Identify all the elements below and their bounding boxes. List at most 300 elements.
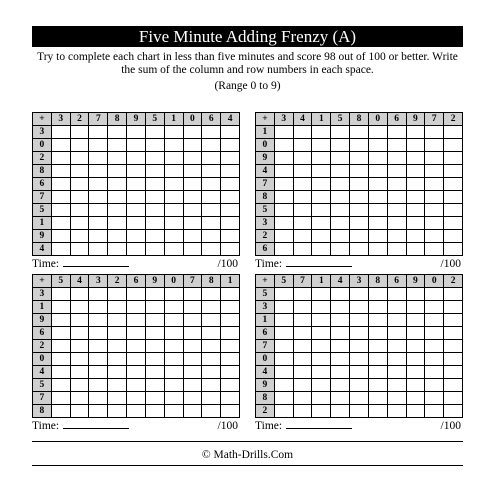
answer-cell[interactable] (274, 152, 293, 165)
answer-cell[interactable] (183, 405, 202, 418)
answer-cell[interactable] (89, 288, 108, 301)
answer-cell[interactable] (70, 314, 89, 327)
answer-cell[interactable] (108, 327, 127, 340)
answer-cell[interactable] (221, 353, 240, 366)
answer-cell[interactable] (444, 178, 463, 191)
answer-cell[interactable] (89, 230, 108, 243)
answer-cell[interactable] (274, 217, 293, 230)
answer-cell[interactable] (70, 191, 89, 204)
answer-cell[interactable] (221, 126, 240, 139)
answer-cell[interactable] (202, 165, 221, 178)
answer-cell[interactable] (51, 405, 70, 418)
answer-cell[interactable] (350, 243, 369, 256)
answer-cell[interactable] (274, 340, 293, 353)
answer-cell[interactable] (331, 230, 350, 243)
answer-cell[interactable] (425, 126, 444, 139)
answer-cell[interactable] (221, 340, 240, 353)
answer-cell[interactable] (312, 152, 331, 165)
answer-cell[interactable] (293, 288, 312, 301)
answer-cell[interactable] (350, 217, 369, 230)
answer-cell[interactable] (331, 366, 350, 379)
answer-cell[interactable] (350, 191, 369, 204)
answer-cell[interactable] (444, 288, 463, 301)
answer-cell[interactable] (387, 152, 406, 165)
answer-cell[interactable] (331, 288, 350, 301)
answer-cell[interactable] (183, 191, 202, 204)
answer-cell[interactable] (70, 217, 89, 230)
answer-cell[interactable] (444, 217, 463, 230)
answer-cell[interactable] (108, 405, 127, 418)
answer-cell[interactable] (70, 152, 89, 165)
answer-cell[interactable] (183, 204, 202, 217)
answer-cell[interactable] (425, 217, 444, 230)
answer-cell[interactable] (221, 230, 240, 243)
answer-cell[interactable] (406, 165, 425, 178)
answer-cell[interactable] (368, 366, 387, 379)
answer-cell[interactable] (368, 152, 387, 165)
answer-cell[interactable] (164, 178, 183, 191)
answer-cell[interactable] (164, 217, 183, 230)
answer-cell[interactable] (274, 392, 293, 405)
answer-cell[interactable] (183, 217, 202, 230)
answer-cell[interactable] (221, 301, 240, 314)
answer-cell[interactable] (387, 288, 406, 301)
answer-cell[interactable] (312, 405, 331, 418)
answer-cell[interactable] (183, 366, 202, 379)
answer-cell[interactable] (274, 314, 293, 327)
answer-cell[interactable] (350, 379, 369, 392)
answer-cell[interactable] (183, 152, 202, 165)
answer-cell[interactable] (293, 204, 312, 217)
answer-cell[interactable] (221, 204, 240, 217)
answer-cell[interactable] (312, 165, 331, 178)
answer-cell[interactable] (202, 340, 221, 353)
answer-cell[interactable] (425, 327, 444, 340)
answer-cell[interactable] (51, 379, 70, 392)
answer-cell[interactable] (51, 301, 70, 314)
answer-cell[interactable] (202, 126, 221, 139)
answer-cell[interactable] (293, 191, 312, 204)
answer-cell[interactable] (183, 379, 202, 392)
answer-cell[interactable] (202, 217, 221, 230)
answer-cell[interactable] (331, 139, 350, 152)
answer-cell[interactable] (183, 230, 202, 243)
answer-cell[interactable] (145, 366, 164, 379)
answer-cell[interactable] (108, 288, 127, 301)
answer-cell[interactable] (183, 165, 202, 178)
answer-cell[interactable] (108, 392, 127, 405)
answer-cell[interactable] (368, 243, 387, 256)
answer-cell[interactable] (164, 353, 183, 366)
answer-cell[interactable] (145, 301, 164, 314)
answer-cell[interactable] (368, 353, 387, 366)
answer-cell[interactable] (145, 340, 164, 353)
answer-cell[interactable] (444, 165, 463, 178)
answer-cell[interactable] (108, 126, 127, 139)
answer-cell[interactable] (164, 314, 183, 327)
answer-cell[interactable] (145, 126, 164, 139)
answer-cell[interactable] (51, 366, 70, 379)
answer-cell[interactable] (221, 191, 240, 204)
answer-cell[interactable] (89, 243, 108, 256)
answer-cell[interactable] (127, 243, 146, 256)
answer-cell[interactable] (221, 288, 240, 301)
answer-cell[interactable] (164, 366, 183, 379)
answer-cell[interactable] (425, 178, 444, 191)
answer-cell[interactable] (387, 165, 406, 178)
answer-cell[interactable] (89, 204, 108, 217)
answer-cell[interactable] (350, 327, 369, 340)
answer-cell[interactable] (108, 301, 127, 314)
answer-cell[interactable] (387, 327, 406, 340)
answer-cell[interactable] (70, 178, 89, 191)
answer-cell[interactable] (108, 165, 127, 178)
answer-cell[interactable] (312, 301, 331, 314)
answer-cell[interactable] (221, 405, 240, 418)
answer-cell[interactable] (145, 405, 164, 418)
answer-cell[interactable] (145, 178, 164, 191)
answer-cell[interactable] (274, 366, 293, 379)
answer-cell[interactable] (127, 353, 146, 366)
answer-cell[interactable] (70, 204, 89, 217)
answer-cell[interactable] (89, 327, 108, 340)
answer-cell[interactable] (444, 405, 463, 418)
answer-cell[interactable] (312, 204, 331, 217)
answer-cell[interactable] (164, 405, 183, 418)
answer-cell[interactable] (425, 204, 444, 217)
answer-cell[interactable] (444, 152, 463, 165)
answer-cell[interactable] (202, 139, 221, 152)
answer-cell[interactable] (274, 353, 293, 366)
answer-cell[interactable] (312, 327, 331, 340)
answer-cell[interactable] (183, 288, 202, 301)
answer-cell[interactable] (51, 353, 70, 366)
answer-cell[interactable] (406, 314, 425, 327)
answer-cell[interactable] (89, 126, 108, 139)
answer-cell[interactable] (425, 340, 444, 353)
answer-cell[interactable] (183, 353, 202, 366)
answer-cell[interactable] (312, 392, 331, 405)
answer-cell[interactable] (70, 392, 89, 405)
answer-cell[interactable] (387, 314, 406, 327)
answer-cell[interactable] (425, 230, 444, 243)
answer-cell[interactable] (331, 340, 350, 353)
answer-cell[interactable] (293, 152, 312, 165)
answer-cell[interactable] (331, 217, 350, 230)
answer-cell[interactable] (183, 178, 202, 191)
answer-cell[interactable] (406, 301, 425, 314)
answer-cell[interactable] (221, 152, 240, 165)
answer-cell[interactable] (70, 288, 89, 301)
answer-cell[interactable] (51, 152, 70, 165)
answer-cell[interactable] (331, 191, 350, 204)
answer-cell[interactable] (444, 243, 463, 256)
answer-cell[interactable] (127, 178, 146, 191)
answer-cell[interactable] (202, 366, 221, 379)
answer-cell[interactable] (293, 217, 312, 230)
answer-cell[interactable] (108, 152, 127, 165)
answer-cell[interactable] (350, 178, 369, 191)
answer-cell[interactable] (89, 217, 108, 230)
answer-cell[interactable] (368, 405, 387, 418)
answer-cell[interactable] (425, 243, 444, 256)
answer-cell[interactable] (89, 405, 108, 418)
answer-cell[interactable] (221, 165, 240, 178)
answer-cell[interactable] (127, 126, 146, 139)
answer-cell[interactable] (293, 243, 312, 256)
answer-cell[interactable] (331, 204, 350, 217)
answer-cell[interactable] (293, 165, 312, 178)
answer-cell[interactable] (312, 340, 331, 353)
answer-cell[interactable] (202, 392, 221, 405)
answer-cell[interactable] (145, 353, 164, 366)
answer-cell[interactable] (274, 178, 293, 191)
answer-cell[interactable] (274, 126, 293, 139)
answer-cell[interactable] (425, 314, 444, 327)
answer-cell[interactable] (274, 191, 293, 204)
answer-cell[interactable] (145, 314, 164, 327)
answer-cell[interactable] (425, 139, 444, 152)
answer-cell[interactable] (145, 217, 164, 230)
answer-cell[interactable] (425, 288, 444, 301)
answer-cell[interactable] (164, 191, 183, 204)
answer-cell[interactable] (89, 191, 108, 204)
answer-cell[interactable] (145, 139, 164, 152)
answer-cell[interactable] (89, 139, 108, 152)
answer-cell[interactable] (183, 327, 202, 340)
answer-cell[interactable] (425, 165, 444, 178)
answer-cell[interactable] (108, 314, 127, 327)
answer-cell[interactable] (108, 217, 127, 230)
answer-cell[interactable] (406, 327, 425, 340)
answer-cell[interactable] (202, 314, 221, 327)
answer-cell[interactable] (164, 126, 183, 139)
answer-cell[interactable] (274, 230, 293, 243)
answer-cell[interactable] (202, 191, 221, 204)
answer-cell[interactable] (70, 353, 89, 366)
answer-cell[interactable] (164, 340, 183, 353)
answer-cell[interactable] (293, 178, 312, 191)
answer-cell[interactable] (444, 204, 463, 217)
answer-cell[interactable] (145, 152, 164, 165)
answer-cell[interactable] (145, 204, 164, 217)
answer-cell[interactable] (368, 191, 387, 204)
answer-cell[interactable] (202, 243, 221, 256)
answer-cell[interactable] (127, 340, 146, 353)
answer-cell[interactable] (350, 405, 369, 418)
time-blank[interactable] (63, 257, 129, 267)
answer-cell[interactable] (51, 230, 70, 243)
answer-cell[interactable] (221, 379, 240, 392)
answer-cell[interactable] (221, 178, 240, 191)
answer-cell[interactable] (164, 392, 183, 405)
answer-cell[interactable] (368, 139, 387, 152)
answer-cell[interactable] (406, 392, 425, 405)
answer-cell[interactable] (89, 340, 108, 353)
answer-cell[interactable] (108, 353, 127, 366)
answer-cell[interactable] (89, 392, 108, 405)
answer-cell[interactable] (350, 126, 369, 139)
answer-cell[interactable] (183, 392, 202, 405)
answer-cell[interactable] (89, 379, 108, 392)
answer-cell[interactable] (89, 314, 108, 327)
answer-cell[interactable] (145, 392, 164, 405)
answer-cell[interactable] (293, 327, 312, 340)
answer-cell[interactable] (202, 152, 221, 165)
answer-cell[interactable] (406, 217, 425, 230)
answer-cell[interactable] (51, 243, 70, 256)
answer-cell[interactable] (387, 243, 406, 256)
answer-cell[interactable] (70, 327, 89, 340)
answer-cell[interactable] (444, 139, 463, 152)
answer-cell[interactable] (183, 243, 202, 256)
answer-cell[interactable] (331, 379, 350, 392)
answer-cell[interactable] (368, 288, 387, 301)
answer-cell[interactable] (406, 366, 425, 379)
answer-cell[interactable] (368, 178, 387, 191)
answer-cell[interactable] (274, 165, 293, 178)
answer-cell[interactable] (406, 405, 425, 418)
answer-cell[interactable] (387, 392, 406, 405)
answer-cell[interactable] (293, 230, 312, 243)
answer-cell[interactable] (70, 230, 89, 243)
answer-cell[interactable] (368, 217, 387, 230)
answer-cell[interactable] (312, 139, 331, 152)
answer-cell[interactable] (293, 139, 312, 152)
answer-cell[interactable] (387, 340, 406, 353)
answer-cell[interactable] (387, 353, 406, 366)
time-blank[interactable] (286, 257, 352, 267)
answer-cell[interactable] (127, 392, 146, 405)
answer-cell[interactable] (293, 353, 312, 366)
answer-cell[interactable] (293, 340, 312, 353)
answer-cell[interactable] (221, 327, 240, 340)
answer-cell[interactable] (51, 165, 70, 178)
answer-cell[interactable] (331, 392, 350, 405)
answer-cell[interactable] (202, 230, 221, 243)
answer-cell[interactable] (127, 152, 146, 165)
answer-cell[interactable] (368, 340, 387, 353)
answer-cell[interactable] (274, 405, 293, 418)
answer-cell[interactable] (406, 152, 425, 165)
answer-cell[interactable] (387, 405, 406, 418)
answer-cell[interactable] (331, 327, 350, 340)
answer-cell[interactable] (274, 243, 293, 256)
answer-cell[interactable] (387, 126, 406, 139)
answer-cell[interactable] (127, 139, 146, 152)
answer-cell[interactable] (350, 353, 369, 366)
answer-cell[interactable] (70, 340, 89, 353)
answer-cell[interactable] (350, 139, 369, 152)
answer-cell[interactable] (51, 126, 70, 139)
answer-cell[interactable] (274, 301, 293, 314)
answer-cell[interactable] (331, 301, 350, 314)
answer-cell[interactable] (331, 314, 350, 327)
answer-cell[interactable] (127, 405, 146, 418)
answer-cell[interactable] (312, 366, 331, 379)
answer-cell[interactable] (444, 379, 463, 392)
answer-cell[interactable] (387, 178, 406, 191)
answer-cell[interactable] (89, 178, 108, 191)
answer-cell[interactable] (312, 314, 331, 327)
answer-cell[interactable] (368, 204, 387, 217)
answer-cell[interactable] (127, 204, 146, 217)
answer-cell[interactable] (51, 288, 70, 301)
answer-cell[interactable] (164, 139, 183, 152)
answer-cell[interactable] (202, 353, 221, 366)
answer-cell[interactable] (145, 379, 164, 392)
answer-cell[interactable] (350, 165, 369, 178)
answer-cell[interactable] (274, 379, 293, 392)
answer-cell[interactable] (368, 314, 387, 327)
time-blank[interactable] (286, 419, 352, 429)
answer-cell[interactable] (127, 314, 146, 327)
answer-cell[interactable] (202, 204, 221, 217)
answer-cell[interactable] (51, 314, 70, 327)
answer-cell[interactable] (293, 314, 312, 327)
answer-cell[interactable] (444, 230, 463, 243)
answer-cell[interactable] (145, 191, 164, 204)
answer-cell[interactable] (51, 217, 70, 230)
answer-cell[interactable] (444, 392, 463, 405)
answer-cell[interactable] (164, 230, 183, 243)
answer-cell[interactable] (331, 126, 350, 139)
answer-cell[interactable] (425, 152, 444, 165)
answer-cell[interactable] (331, 165, 350, 178)
answer-cell[interactable] (312, 217, 331, 230)
answer-cell[interactable] (312, 353, 331, 366)
answer-cell[interactable] (70, 405, 89, 418)
answer-cell[interactable] (51, 392, 70, 405)
answer-cell[interactable] (406, 204, 425, 217)
answer-cell[interactable] (293, 405, 312, 418)
answer-cell[interactable] (312, 191, 331, 204)
answer-cell[interactable] (164, 152, 183, 165)
answer-cell[interactable] (293, 126, 312, 139)
answer-cell[interactable] (108, 243, 127, 256)
answer-cell[interactable] (108, 340, 127, 353)
answer-cell[interactable] (350, 392, 369, 405)
answer-cell[interactable] (331, 353, 350, 366)
answer-cell[interactable] (350, 152, 369, 165)
answer-cell[interactable] (51, 340, 70, 353)
answer-cell[interactable] (444, 191, 463, 204)
answer-cell[interactable] (183, 301, 202, 314)
answer-cell[interactable] (406, 353, 425, 366)
answer-cell[interactable] (51, 191, 70, 204)
answer-cell[interactable] (387, 230, 406, 243)
answer-cell[interactable] (293, 366, 312, 379)
answer-cell[interactable] (274, 288, 293, 301)
answer-cell[interactable] (425, 301, 444, 314)
answer-cell[interactable] (127, 379, 146, 392)
answer-cell[interactable] (387, 379, 406, 392)
answer-cell[interactable] (350, 340, 369, 353)
answer-cell[interactable] (202, 288, 221, 301)
answer-cell[interactable] (164, 165, 183, 178)
answer-cell[interactable] (331, 405, 350, 418)
answer-cell[interactable] (387, 204, 406, 217)
answer-cell[interactable] (368, 327, 387, 340)
answer-cell[interactable] (164, 379, 183, 392)
answer-cell[interactable] (89, 301, 108, 314)
answer-cell[interactable] (183, 340, 202, 353)
answer-cell[interactable] (108, 366, 127, 379)
answer-cell[interactable] (444, 353, 463, 366)
answer-cell[interactable] (183, 139, 202, 152)
answer-cell[interactable] (127, 165, 146, 178)
answer-cell[interactable] (127, 327, 146, 340)
